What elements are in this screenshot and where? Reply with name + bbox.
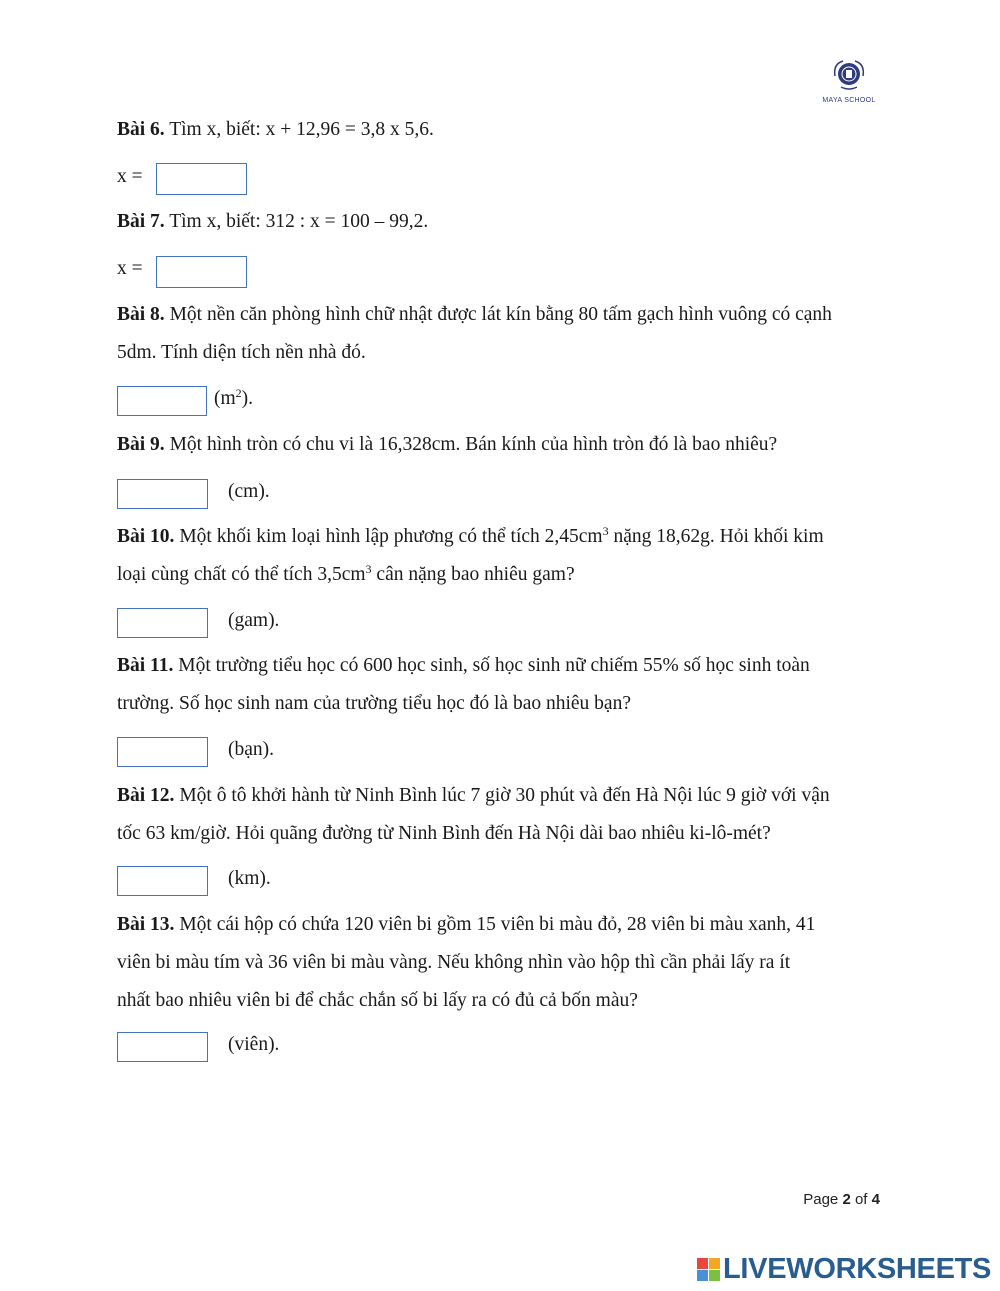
exercise-8-answer-input[interactable] — [117, 386, 207, 416]
exercise-9-text: Một hình tròn có chu vi là 16,328cm. Bán kính của hình tròn đó là bao nhiêu? — [169, 434, 778, 455]
exercise-6-answer-input[interactable] — [156, 163, 247, 195]
exercise-7-answer-prefix: x = — [117, 258, 143, 279]
exercise-6-answer-prefix: x = — [117, 166, 143, 187]
exercise-12-title: Bài 12. — [117, 785, 175, 806]
exercise-7-answer-input[interactable] — [156, 256, 247, 288]
exercise-9-unit: (cm). — [228, 481, 270, 502]
exercise-11-line-1 — [117, 647, 810, 685]
exercise-13-line-3: nhất bao nhiêu viên bi để chắc chắn số bi lấy ra có đủ cả bốn màu? — [117, 990, 638, 1011]
exercise-10-line-1: Bài 10. Một khối kim loại hình lập phương có thể tích $2,45cm^3$ nặng 18,62g. Hỏi khối kim — [117, 524, 824, 547]
exercise-13-title: Bài 13. — [117, 914, 175, 935]
exercise-11-line-2: trường. Số học sinh nam của trường tiểu học đó là bao nhiêu bạn? — [117, 693, 631, 714]
exercise-12-line-2: tốc 63 km/giờ. Hỏi quãng đường từ Ninh Bình đến Hà Nội dài bao nhiêu ki-lô-mét? — [117, 823, 771, 844]
school-name: MAYA SCHOOL — [822, 97, 876, 104]
school-logo — [818, 58, 880, 104]
exercise-8-title: Bài 8. — [117, 304, 165, 325]
exercise-8-line-2: 5dm. Tính diện tích nền nhà đó. — [117, 342, 366, 363]
exercise-12-answer-input[interactable] — [117, 866, 208, 896]
exercise-11-title: Bài 11. — [117, 655, 174, 676]
exercise-10-title: Bài 10. — [117, 526, 175, 547]
exercise-6-line-1 — [117, 111, 434, 149]
school-crest-icon — [829, 58, 869, 92]
exercise-8-line-1 — [117, 296, 832, 334]
exercise-8-text: Một nền căn phòng hình chữ nhật được lát kín bằng 80 tấm gạch hình vuông có cạnh — [169, 304, 832, 325]
liveworksheets-logo-icon — [697, 1258, 721, 1282]
exercise-13-line-1 — [117, 906, 815, 944]
exercise-11-answer-input[interactable] — [117, 737, 208, 767]
exercise-7-text: Tìm x, biết: 312 : x = 100 – 99,2. — [169, 211, 429, 232]
exercise-11-text: Một trường tiểu học có 600 học sinh, số học sinh nữ chiếm 55% số học sinh toàn — [178, 655, 810, 676]
exercise-13-answer-input[interactable] — [117, 1032, 208, 1062]
exercise-12-unit: (km). — [228, 868, 271, 889]
exercise-13-text: Một cái hộp có chứa 120 viên bi gồm 15 viên bi màu đỏ, 28 viên bi màu xanh, 41 — [179, 914, 816, 935]
exercise-13-line-2: viên bi màu tím và 36 viên bi màu vàng. Nếu không nhìn vào hộp thì cần phải lấy ra ít — [117, 952, 791, 973]
exercise-12-line-1 — [117, 777, 830, 815]
exercise-9-line-1 — [117, 426, 777, 464]
liveworksheets-brand[interactable]: LIVEWORKSHEETS — [723, 1253, 992, 1285]
page-number: Page 2 of 4 — [803, 1191, 880, 1208]
exercise-7-title: Bài 7. — [117, 211, 165, 232]
exercise-6-title: Bài 6. — [117, 119, 165, 140]
exercise-10-unit: (gam). — [228, 610, 280, 631]
exercise-12-text: Một ô tô khởi hành từ Ninh Bình lúc 7 giờ 30 phút và đến Hà Nội lúc 9 giờ với vận — [179, 785, 830, 806]
exercise-7-line-1 — [117, 203, 428, 241]
exercise-10-line-2: loại cùng chất có thể tích $3,5cm^3$ cân nặng bao nhiêu gam? — [117, 562, 575, 585]
exercise-13-unit: (viên). — [228, 1034, 280, 1055]
exercise-6-text: Tìm x, biết: x + 12,96 = 3,8 x 5,6. — [169, 119, 434, 140]
exercise-9-answer-input[interactable] — [117, 479, 208, 509]
exercise-10-answer-input[interactable] — [117, 608, 208, 638]
exercise-11-unit: (bạn). — [228, 739, 275, 760]
exercise-8-unit: $(m^2)$. — [214, 386, 254, 409]
exercise-9-title: Bài 9. — [117, 434, 165, 455]
